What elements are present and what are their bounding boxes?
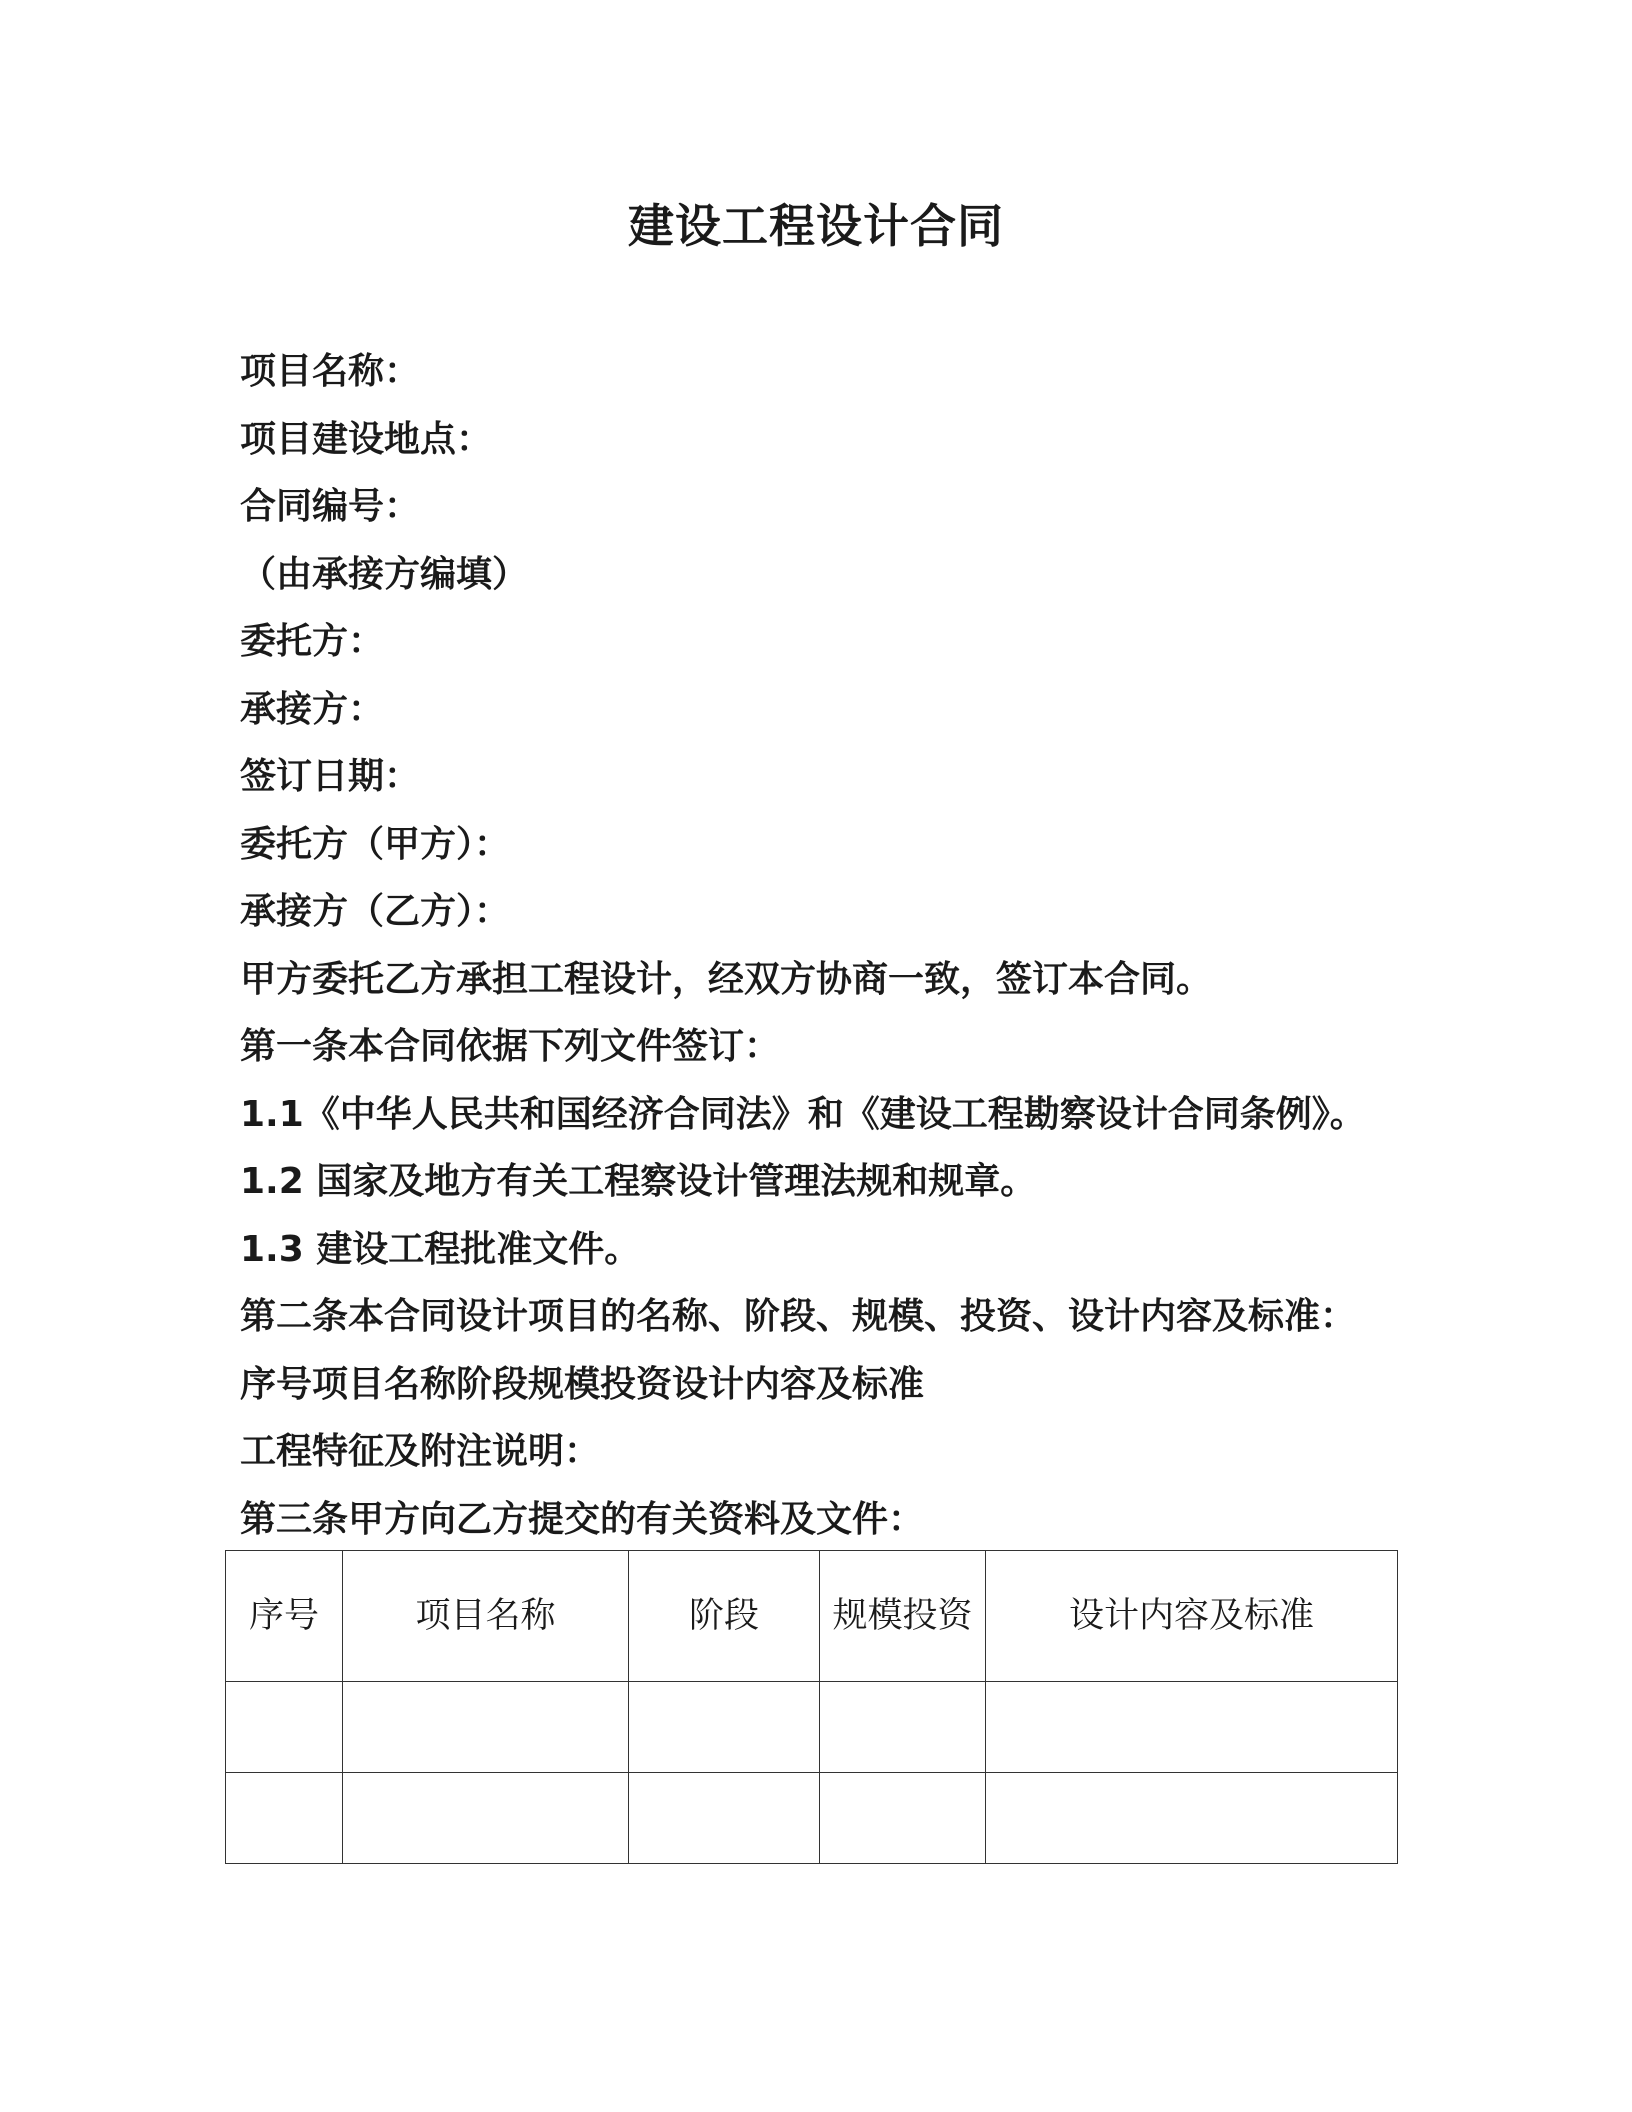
table-row (226, 1773, 1398, 1864)
line-party-a: 委托方（甲方）： (240, 823, 511, 865)
project-table-wrapper (225, 1550, 1397, 1864)
line-article-1: 第一条本合同依据下列文件签订： (240, 1026, 781, 1067)
line-clause-1-2: 1.2 国家及地方有关工程察设计管理法规和规章。 (240, 1161, 1037, 1202)
line-contract-number: 合同编号： (240, 486, 421, 527)
header-project-name: 项目名称 (343, 1551, 629, 1682)
line-project-location: 项目建设地点： (240, 418, 493, 460)
table-cell[interactable] (629, 1682, 820, 1773)
line-clause-1-3: 1.3 建设工程批准文件。 (240, 1228, 641, 1270)
document-title: 建设工程设计合同 (628, 199, 1004, 253)
line-signing-date: 签订日期： (240, 756, 421, 797)
line-filled-by-contractor: （由承接方编填） (240, 553, 529, 595)
table-cell[interactable] (226, 1682, 343, 1773)
contract-lines (240, 338, 1420, 1553)
header-scale-investment: 规模投资 (820, 1551, 986, 1682)
line-party-b: 承接方（乙方）： (240, 891, 511, 932)
line-project-name: 项目名称： (240, 351, 421, 392)
line-clause-1-1: 1.1《中华人民共和国经济合同法》和《建设工程勘察设计合同条例》。 (240, 1093, 1366, 1135)
table-cell[interactable] (820, 1682, 986, 1773)
table-cell[interactable] (820, 1773, 986, 1864)
line-article-2: 第二条本合同设计项目的名称、阶段、规模、投资、设计内容及标准： (240, 1296, 1357, 1337)
line-article-3: 第三条甲方向乙方提交的有关资料及文件： (240, 1498, 925, 1540)
table-cell[interactable] (986, 1682, 1398, 1773)
line-project-features: 工程特征及附注说明： (240, 1431, 601, 1472)
table-cell[interactable] (986, 1773, 1398, 1864)
table-header-row (226, 1551, 1398, 1682)
line-contractor: 承接方： (240, 688, 385, 730)
line-table-headings-text: 序号项目名称阶段规模投资设计内容及标准 (240, 1363, 925, 1405)
table-cell[interactable] (226, 1773, 343, 1864)
header-serial-number: 序号 (226, 1551, 343, 1682)
table-cell[interactable] (629, 1773, 820, 1864)
header-design-content: 设计内容及标准 (986, 1551, 1398, 1682)
line-client: 委托方： (240, 621, 385, 662)
project-table (225, 1550, 1398, 1864)
table-cell[interactable] (343, 1682, 629, 1773)
table-cell[interactable] (343, 1773, 629, 1864)
table-row (226, 1682, 1398, 1773)
line-agreement-statement: 甲方委托乙方承担工程设计，经双方协商一致，签订本合同。 (240, 958, 1213, 1000)
header-stage: 阶段 (629, 1551, 820, 1682)
